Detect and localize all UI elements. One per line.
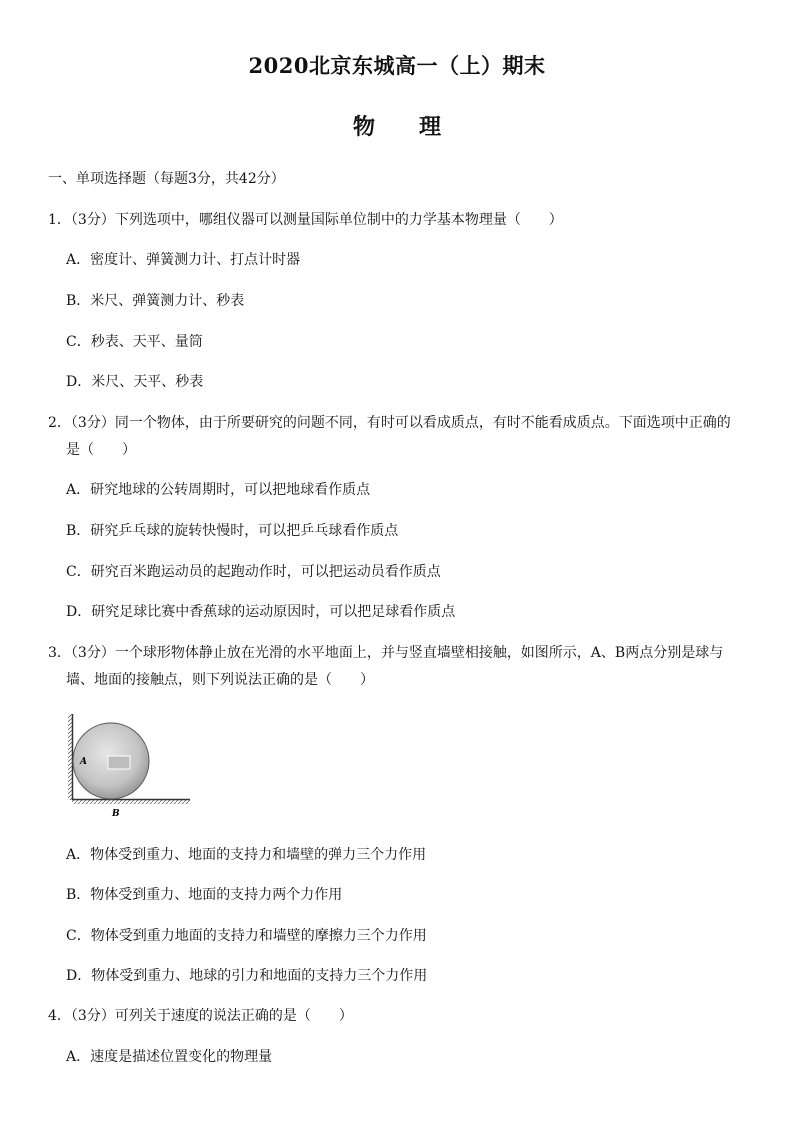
wall-hatching [68,714,72,800]
question-1-option-b: B．米尺、弹簧测力计、秒表 [66,293,245,309]
question-4-option-a: A．速度是描述位置变化的物理量 [66,1049,273,1065]
question-2-option-d: D．研究足球比赛中香蕉球的运动原因时，可以把足球看作质点 [66,604,456,620]
ball-wall-diagram [68,710,192,822]
floor-hatching [72,800,190,804]
question-3-stem-continued: 墙、地面的接触点，则下列说法正确的是（ ） [66,672,374,688]
question-1-option-c: C．秒表、天平、量筒 [66,334,203,350]
question-1-option-a: A．密度计、弹簧测力计、打点计时器 [66,252,301,268]
question-1-option-d: D．米尺、天平、秒表 [66,374,204,390]
question-3-option-c: C．物体受到重力地面的支持力和墙壁的摩擦力三个力作用 [66,928,427,944]
document-title: 2020北京东城高一（上）期末 [248,53,546,78]
question-2-stem-continued: 是（ ） [66,442,136,458]
question-3-option-a: A．物体受到重力、地面的支持力和墙壁的弹力三个力作用 [66,847,427,863]
question-2-option-a: A．研究地球的公转周期时，可以把地球看作质点 [66,482,371,498]
label-a: A [80,757,87,767]
question-3-stem: 3．（3分）一个球形物体静止放在光滑的水平地面上，并与竖直墙壁相接触，如图所示，A、B两点分别是球与 [48,645,724,661]
label-b: B [112,809,120,819]
question-2-option-b: B．研究乒乓球的旋转快慢时，可以把乒乓球看作质点 [66,523,399,539]
question-2-option-c: C．研究百米跑运动员的起跑动作时，可以把运动员看作质点 [66,564,441,580]
ball-center-patch [108,756,130,769]
ball-wall-figure [68,710,192,822]
question-2-stem: 2．（3分）同一个物体，由于所要研究的问题不同，有时可以看成质点，有时不能看成质点。下面选项中正确的 [48,415,731,431]
question-3-option-d: D．物体受到重力、地球的引力和地面的支持力三个力作用 [66,968,428,984]
section-heading: 一、单项选择题（每题3分，共42分） [48,171,285,187]
question-4-stem: 4．（3分）可列关于速度的说法正确的是（ ） [48,1008,353,1024]
question-3-option-b: B．物体受到重力、地面的支持力两个力作用 [66,887,343,903]
subject-title: 物 理 [352,114,441,140]
question-1-stem: 1．（3分）下列选项中，哪组仪器可以测量国际单位制中的力学基本物理量（ ） [48,212,563,228]
